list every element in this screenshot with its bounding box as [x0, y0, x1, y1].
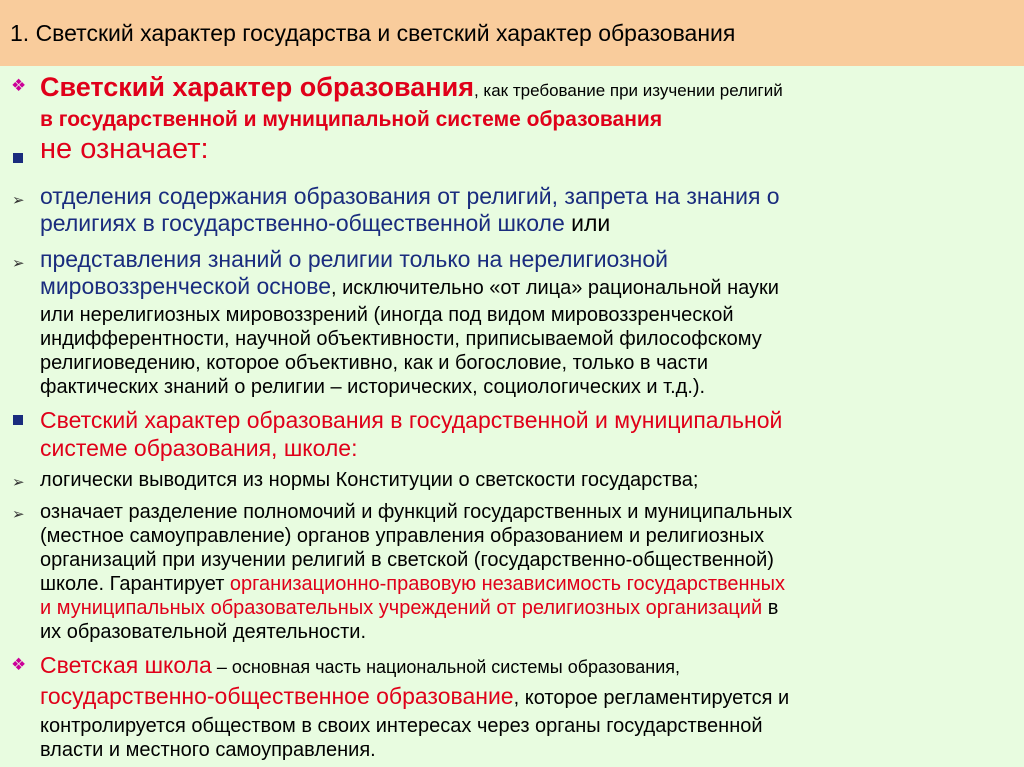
text-line: религиоведению, которое объективно, как и богословие, только в части	[40, 352, 708, 374]
text-line: их образовательной деятельности.	[40, 621, 367, 643]
text-line: означает разделение полномочий и функций государственных и муниципальных	[40, 501, 793, 523]
bullet-text	[40, 72, 1012, 132]
text-line: в государственной и муниципальной системе образования	[40, 108, 663, 131]
bullet-text: логически выводится из нормы Конституции о светскости государства;	[40, 469, 699, 491]
text-line: Светский характер образования в государственной и муниципальной	[40, 407, 783, 433]
text-span: и муниципальных образовательных учреждений от религиозных организаций	[40, 597, 763, 619]
text-line: представления знаний о религии только на нерелигиозной	[40, 246, 668, 272]
text-span: организационно-правовую независимость государственных	[229, 573, 785, 595]
bullet-text	[40, 246, 1012, 399]
arrow-bullet-icon: ➢	[12, 192, 25, 209]
heading-secular-education: Светский характер образования	[40, 72, 474, 102]
text-line: отделения содержания образования от религий, запрета на знания о	[40, 183, 780, 209]
text-span: школе. Гарантирует	[40, 573, 230, 595]
bullet-text	[40, 406, 1012, 462]
text-line: власти и местного самоуправления.	[40, 739, 376, 761]
text-span: религиях в государственно-общественной школе	[40, 210, 565, 236]
content-area	[0, 66, 1024, 767]
text-span: Светская школа	[40, 652, 212, 678]
arrow-bullet-icon: ➢	[12, 506, 25, 523]
text-line: индифферентности, научной объективности, приписываемой философскому	[40, 328, 762, 350]
text-line: фактических знаний о религии – исторических, социологических и т.д.).	[40, 376, 706, 398]
text-span: мировоззренческой основе	[40, 273, 332, 299]
square-bullet-icon	[13, 153, 23, 163]
text-line: организаций при изучении религий в светской (государственно-общественной)	[40, 549, 774, 571]
text-span: или	[564, 210, 611, 236]
bullet-text	[40, 183, 1012, 237]
arrow-bullet-icon: ➢	[12, 474, 25, 491]
text-line: или нерелигиозных мировоззрений (иногда под видом мировоззренческой	[40, 304, 734, 326]
slide-title: 1. Светский характер государства и светский характер образования	[10, 20, 736, 46]
bullet-text	[40, 500, 1012, 644]
subheading-does-not-mean: не означает:	[40, 133, 209, 165]
text-span: , как требование при изучении религий	[473, 81, 783, 100]
square-bullet-icon	[13, 415, 23, 425]
text-span: государственно-общественное образование	[40, 683, 514, 709]
arrow-bullet-icon: ➢	[12, 255, 25, 272]
text-span: в	[762, 597, 779, 619]
text-span: , которое регламентируется и	[513, 687, 790, 709]
diamond-bullet-icon: ❖	[11, 655, 27, 674]
bullet-text	[40, 652, 1012, 762]
diamond-bullet-icon: ❖	[11, 76, 27, 95]
text-line: (местное самоуправление) органов управления образованием и религиозных	[40, 525, 765, 547]
text-line: контролируется обществом в своих интересах через органы государственной	[40, 715, 763, 737]
text-span: – основная часть национальной системы образования,	[211, 657, 681, 677]
title-bar	[0, 0, 1024, 66]
text-span: , исключительно «от лица» рациональной науки	[331, 277, 779, 299]
text-line: системе образования, школе:	[40, 435, 358, 461]
